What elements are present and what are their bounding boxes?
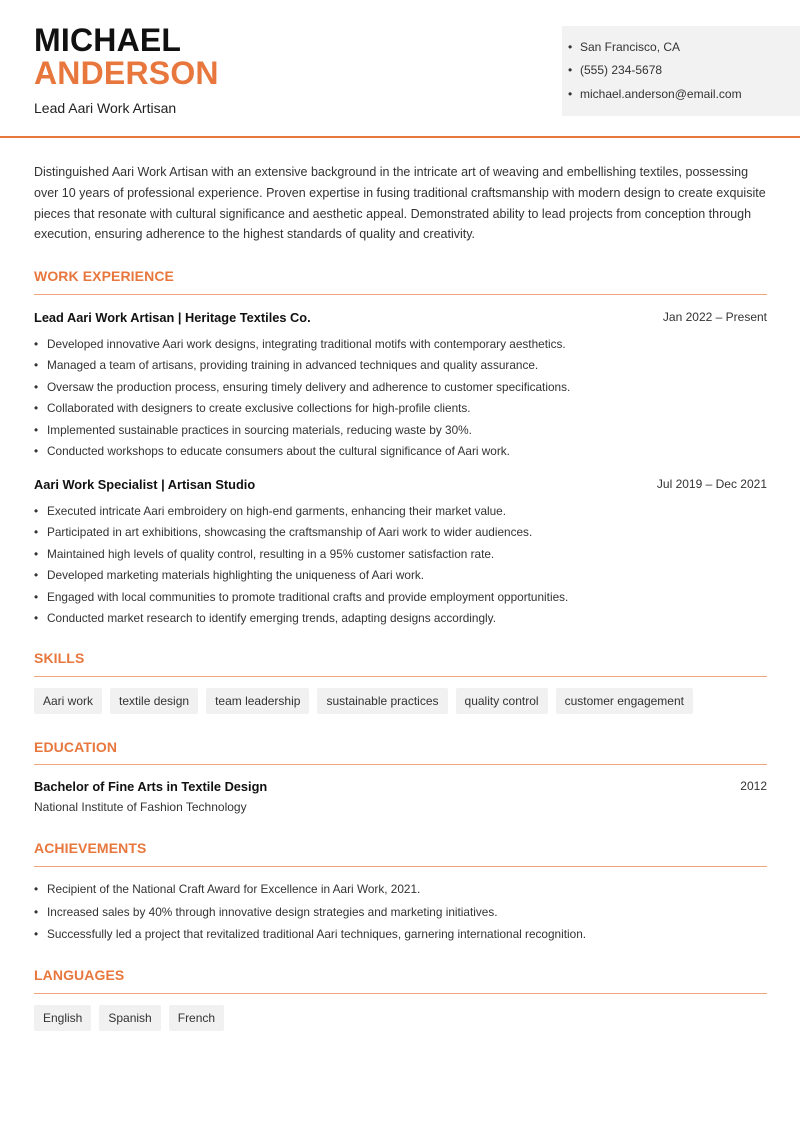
candidate-name: [34, 24, 219, 90]
list-item: • Executed intricate Aari embroidery on high-end garments, enhancing their market value.: [47, 504, 568, 525]
section-divider: [34, 866, 767, 867]
language-chip: English: [34, 1005, 91, 1031]
skill-chip: sustainable practices: [317, 688, 447, 714]
contact-phone: • (555) 234-5678: [580, 63, 662, 77]
education-degree: Bachelor of Fine Arts in Textile Design: [34, 779, 268, 794]
section-divider: [34, 764, 767, 765]
skill-chip: quality control: [456, 688, 548, 714]
section-divider: [34, 993, 767, 994]
language-chip: French: [169, 1005, 224, 1031]
achievements-list: [47, 882, 586, 950]
list-item: • Collaborated with designers to create exclusive collections for high-profile clients.: [47, 401, 570, 422]
languages-list: [34, 1005, 224, 1031]
list-item: • Conducted market research to identify emerging trends, adapting designs accordingly.: [47, 611, 568, 632]
contact-location: • San Francisco, CA: [580, 40, 680, 54]
job-2-bullets: [47, 504, 568, 632]
skill-chip: Aari work: [34, 688, 102, 714]
job-2-title: Aari Work Specialist | Artisan Studio: [34, 477, 256, 492]
list-item: • Oversaw the production process, ensuring timely delivery and adherence to customer specifications.: [47, 380, 570, 401]
education-school: National Institute of Fashion Technology: [34, 800, 247, 814]
list-item: • Engaged with local communities to promote traditional crafts and provide employment opportunities.: [47, 590, 568, 611]
section-divider: [34, 294, 767, 295]
list-item: • Recipient of the National Craft Award for Excellence in Aari Work, 2021.: [47, 882, 586, 905]
contact-email[interactable]: • michael.anderson@email.com: [580, 87, 742, 101]
section-title-achievements: ACHIEVEMENTS: [34, 840, 147, 856]
section-title-experience: WORK EXPERIENCE: [34, 268, 174, 284]
section-divider: [34, 676, 767, 677]
resume-header: [0, 0, 800, 138]
list-item: • Developed marketing materials highlighting the uniqueness of Aari work.: [47, 568, 568, 589]
list-item: • Implemented sustainable practices in sourcing materials, reducing waste by 30%.: [47, 423, 570, 444]
list-item: • Managed a team of artisans, providing training in advanced techniques and quality assurance.: [47, 358, 570, 379]
section-title-skills: SKILLS: [34, 650, 85, 666]
job-2-date: Jul 2019 – Dec 2021: [656, 477, 767, 491]
list-item: • Maintained high levels of quality control, resulting in a 95% customer satisfaction rate.: [47, 547, 568, 568]
first-name: MICHAEL: [34, 22, 182, 58]
contact-box: [562, 26, 800, 116]
last-name: ANDERSON: [34, 55, 219, 91]
job-1-title: Lead Aari Work Artisan | Heritage Textiles Co.: [34, 310, 311, 325]
education-year: 2012: [740, 779, 767, 793]
list-item: • Developed innovative Aari work designs, integrating traditional motifs with contemporary aesthetics.: [47, 337, 570, 358]
skill-chip: customer engagement: [556, 688, 693, 714]
language-chip: Spanish: [99, 1005, 160, 1031]
list-item: • Participated in art exhibitions, showcasing the craftsmanship of Aari work to wider audiences.: [47, 525, 568, 546]
list-item: • Conducted workshops to educate consumers about the cultural significance of Aari work.: [47, 444, 570, 465]
profile-summary: Distinguished Aari Work Artisan with an extensive background in the intricate art of weaving and embellishing textiles, possessing over 10 years of professional experience. Proven expertise in fusing traditional craftsmanship with modern design to create exquisite pieces that resonate with cultural significance and aesthetic appeal. Demonstrated ability to lead projects from conception through execution, ensuring adherence to the highest standards of quality and creativity.: [34, 165, 766, 242]
skill-chip: team leadership: [206, 688, 309, 714]
job-1-bullets: [47, 337, 570, 465]
list-item: • Increased sales by 40% through innovative design strategies and marketing initiatives.: [47, 905, 586, 928]
section-title-languages: LANGUAGES: [34, 967, 125, 983]
skill-chip: textile design: [110, 688, 198, 714]
job-1-date: Jan 2022 – Present: [662, 310, 767, 324]
skills-list: [34, 688, 693, 714]
list-item: • Successfully led a project that revitalized traditional Aari techniques, garnering international recognition.: [47, 927, 586, 950]
section-title-education: EDUCATION: [34, 739, 118, 755]
job-title-headline: Lead Aari Work Artisan: [34, 100, 177, 116]
